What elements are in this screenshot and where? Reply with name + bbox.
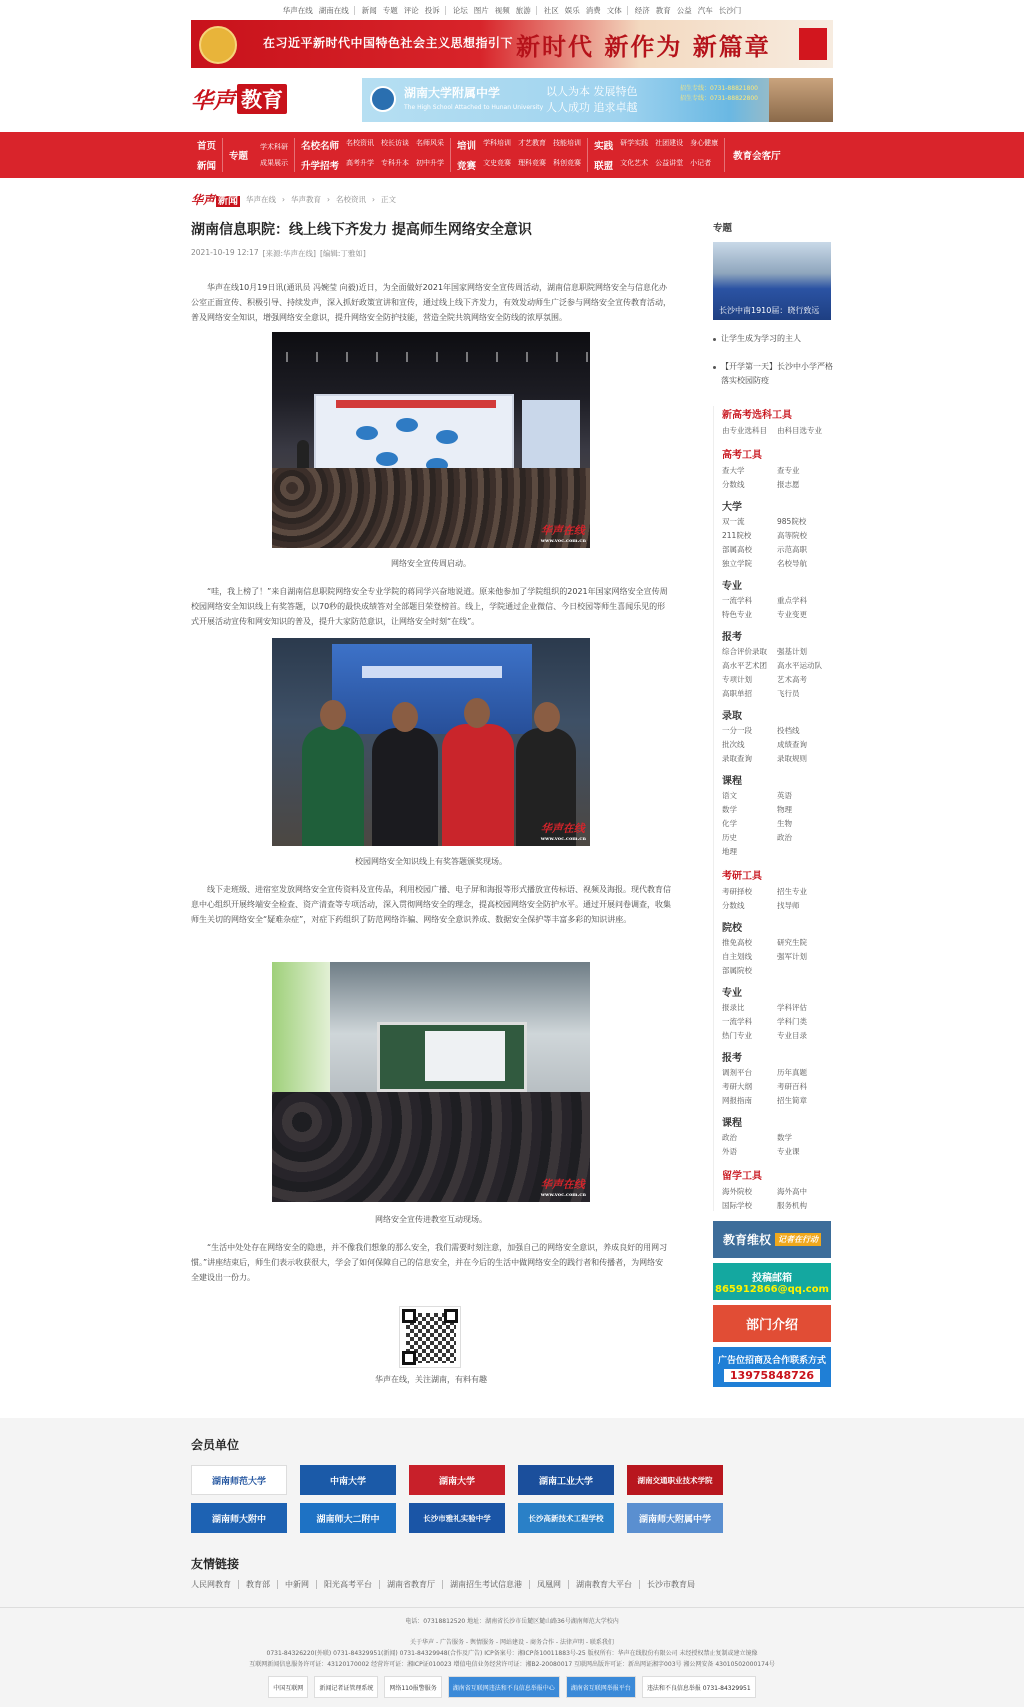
friend-links [191, 1580, 833, 1589]
tool-link[interactable]: 双一流 [722, 517, 745, 526]
top-link[interactable]: 汽车 [697, 5, 713, 15]
nav-news[interactable]: 新闻 [197, 161, 217, 172]
nav-school[interactable]: 名校名师 [301, 141, 340, 152]
nav-sub-item[interactable]: 校长访谈 [381, 139, 410, 147]
ad-contact-text: 广告位招商及合作联系方式 [717, 1355, 826, 1366]
tool-link[interactable]: 化学 [722, 819, 737, 828]
screen-bubble [396, 418, 418, 432]
photo-watermark [541, 1176, 586, 1198]
tool-link[interactable]: 批次线 [722, 740, 745, 749]
footer-badges [191, 1676, 833, 1698]
tool-link[interactable]: 报录比 [722, 1003, 745, 1012]
top-link[interactable]: 旅游 [515, 5, 531, 15]
breadcrumb-logo[interactable] [191, 191, 240, 208]
tool-link[interactable]: 由科目选专业 [777, 426, 822, 435]
breadcrumb-logo-huasheng: 华声 [191, 192, 216, 207]
screen-title [362, 666, 502, 678]
tool-link[interactable]: 海外院校 [722, 1187, 752, 1196]
friend-link[interactable]: 中新网 [278, 1580, 317, 1589]
school-slogan-1: 以人为本 发展特色 [546, 85, 638, 98]
tool-link[interactable]: 高水平艺术团 [722, 661, 767, 670]
screen-bubble [356, 426, 378, 440]
ceiling-lights [272, 352, 590, 362]
friend-link[interactable]: 人民网教育 [191, 1580, 239, 1589]
footer-info [191, 1616, 833, 1698]
footer-badge[interactable]: 网络110报警服务 [384, 1676, 441, 1698]
tool-link[interactable]: 国际学校 [722, 1201, 752, 1210]
projector-screen [332, 644, 532, 734]
tool-link[interactable]: 招生简章 [777, 1096, 807, 1105]
tool-link[interactable]: 服务机构 [777, 1201, 807, 1210]
top-link[interactable]: 论坛 [452, 5, 468, 15]
links-title: 友情链接 [191, 1557, 240, 1571]
tool-sub-title: 课程 [722, 1118, 742, 1129]
tool-link[interactable]: 网报指南 [722, 1096, 752, 1105]
nav-sub-item[interactable]: 专科升本 [381, 159, 410, 167]
tool-link[interactable]: 投档线 [777, 726, 800, 735]
member-logo[interactable]: 湖南师大附属中学 [627, 1503, 723, 1533]
tool-link[interactable]: 985院校 [777, 517, 807, 526]
nav-sub-item[interactable]: 研学实践 [620, 139, 649, 147]
member-logos [191, 1465, 833, 1533]
tool-link[interactable]: 综合评价录取 [722, 647, 767, 656]
tool-link[interactable]: 历史 [722, 833, 737, 842]
nav-sub-item[interactable]: 文史竞赛 [483, 159, 512, 167]
tool-link[interactable]: 强军计划 [777, 952, 807, 961]
ad-contact-banner[interactable] [713, 1347, 831, 1387]
tool-link[interactable]: 找导师 [777, 901, 800, 910]
tool-link[interactable]: 考研大纲 [722, 1082, 752, 1091]
submission-email-banner[interactable] [713, 1263, 831, 1300]
tool-cat-title: 考研工具 [722, 871, 762, 882]
footer-about-links[interactable]: 关于华声 - 广告服务 - 舆情服务 - 网站建设 - 商务合作 - 法律声明 - 联系我们 [410, 1639, 614, 1646]
friend-link[interactable]: 凤凰网 [530, 1580, 569, 1589]
photo-classroom [272, 962, 590, 1202]
watermark-text: 华声在线 [540, 822, 585, 835]
qr-code [399, 1306, 461, 1368]
footer-badge[interactable]: 新闻记者证管理系统 [314, 1676, 378, 1698]
qr-caption: 华声在线，关注湖南，有料有趣 [375, 1375, 487, 1384]
school-name-en: The High School Attached to Hunan University [404, 104, 544, 111]
tool-link[interactable]: 数学 [777, 1133, 792, 1142]
nav-sub-item[interactable]: 才艺教育 [518, 139, 547, 147]
nav-sub-item[interactable]: 高考升学 [346, 159, 375, 167]
nav-col-special-sub [254, 138, 295, 172]
tool-link[interactable]: 飞行员 [777, 689, 800, 698]
breadcrumb [191, 190, 833, 208]
side-screen [522, 400, 580, 470]
footer-license: 互联网新闻信息服务许可证：43120170002 经营许可证：湘ICP证010023 增值电信业务经营许可证：湘B2-20080017 互联网出版许可证：新出网证湘字003号 湘公网安备 43010502000174号 [249, 1661, 775, 1668]
logo-jiaoyu: 教育 [237, 84, 287, 114]
nav-col-practice [588, 138, 725, 172]
breadcrumb-item[interactable]: 华声教育 [291, 194, 322, 204]
member-logo[interactable]: 湖南师范大学 [191, 1465, 287, 1495]
article-paragraph-2: “哇，我上榜了！”来自湖南信息职院网络安全专业学院的蒋同学兴奋地说道。原来他参加了学院组织的2021年国家网络安全宣传周校园网络安全知识线上有奖答题，以70秒的最快成绩答对全部题目荣登榜首。线上，学院通过企业微信、今日校园等师生喜闻乐见的形式开展活动宣传和网安知识的普及，提升大家防范意识，让网络安全时刻“在线”。 [191, 587, 668, 626]
tool-link[interactable]: 数学 [722, 805, 737, 814]
top-links-group-2 [357, 6, 446, 15]
department-intro-banner[interactable] [713, 1305, 831, 1342]
nav-sub-item[interactable]: 小记者 [690, 159, 712, 167]
tool-cat-title: 新高考选科工具 [722, 410, 792, 421]
member-logo[interactable]: 湖南工业大学 [518, 1465, 614, 1495]
ad-contact-phone: 13975848726 [724, 1369, 820, 1382]
member-logo[interactable]: 湖南师大附中 [191, 1503, 287, 1533]
school-hotline [680, 84, 758, 104]
nav-sub-item[interactable]: 名校资讯 [346, 139, 375, 147]
projection [425, 1031, 505, 1081]
article [191, 220, 671, 322]
footer-badge[interactable]: 湖南省互联网举报平台 [566, 1676, 636, 1698]
banner-left-text: 在习近平新时代中国特色社会主义思想指引下 [263, 36, 514, 50]
friend-link[interactable]: 湖南省教育厅 [380, 1580, 443, 1589]
student-figure [442, 724, 514, 846]
nav-sub-item[interactable]: 初中升学 [416, 159, 445, 167]
nav-col-train [451, 138, 588, 172]
tool-link[interactable]: 查专业 [777, 466, 800, 475]
special-image[interactable] [713, 242, 831, 320]
student-head [392, 702, 418, 732]
blackboard [377, 1022, 527, 1092]
breadcrumb-item[interactable]: 名校资讯 [336, 194, 367, 204]
tool-sub-title: 院校 [722, 923, 742, 934]
top-link[interactable]: 专题 [382, 5, 398, 15]
student-head [320, 700, 346, 730]
top-links [191, 0, 833, 20]
logo-huasheng: 华声 [191, 87, 236, 114]
top-link[interactable]: 娱乐 [564, 5, 580, 15]
tool-link[interactable]: 一流学科 [722, 1017, 752, 1026]
reporter-tag: 记者在行动 [775, 1233, 821, 1246]
tool-link[interactable]: 分数线 [722, 480, 745, 489]
sidebar [713, 220, 833, 1387]
top-link[interactable]: 评论 [403, 5, 419, 15]
top-link[interactable]: 湖南在线 [318, 5, 349, 15]
tool-link[interactable]: 考研择校 [722, 887, 752, 896]
special-image-caption: 长沙中南1910届：晓行致远 [719, 306, 820, 315]
footer [0, 1418, 1024, 1707]
member-logo[interactable]: 长沙高新技术工程学校 [518, 1503, 614, 1533]
breadcrumb-item[interactable]: 华声在线 [246, 194, 277, 204]
school-banner-ad[interactable] [362, 78, 833, 122]
tool-sub-title: 录取 [722, 711, 742, 722]
tool-link[interactable]: 考研百科 [777, 1082, 807, 1091]
nav-train[interactable]: 培训 [457, 141, 477, 152]
member-logo[interactable]: 湖南师大二附中 [300, 1503, 396, 1533]
nav-sub-item[interactable]: 成果展示 [260, 159, 289, 167]
tool-link[interactable]: 录取查询 [722, 754, 752, 763]
tool-link[interactable]: 部属院校 [722, 966, 752, 975]
tool-sub-title: 大学 [722, 502, 742, 513]
tool-link[interactable]: 研究生院 [777, 938, 807, 947]
submission-email: 865912866@qq.com [715, 1283, 829, 1295]
tool-link[interactable]: 报志愿 [777, 480, 800, 489]
breadcrumb-sep-icon: › [327, 194, 331, 204]
breadcrumb-logo-news: 新闻 [218, 195, 239, 207]
top-link[interactable]: 文体 [606, 5, 622, 15]
tool-link[interactable]: 查大学 [722, 466, 745, 475]
photo-caption-1: 网络安全宣传周启动。 [391, 559, 471, 568]
nav-sub-item[interactable]: 理科竞赛 [518, 159, 547, 167]
student-figure [302, 726, 364, 846]
member-logo[interactable]: 湖南交通职业技术学院 [627, 1465, 723, 1495]
member-logo[interactable]: 湖南大学 [409, 1465, 505, 1495]
main-content [191, 220, 833, 1420]
nav-sub-item[interactable]: 技能培训 [553, 139, 582, 147]
nav-practice[interactable]: 实践 [594, 141, 614, 152]
student-head [534, 702, 560, 732]
banner-right-text: 新时代 新作为 新篇章 [516, 32, 771, 61]
tool-sub-title: 报考 [722, 1053, 742, 1064]
top-banner-ad[interactable] [191, 20, 833, 68]
tool-link[interactable]: 专业课 [777, 1147, 800, 1156]
top-links-group-5 [630, 6, 747, 15]
breadcrumb-sep-icon: › [372, 194, 376, 204]
special-item[interactable]: 【开学第一天】长沙中小学严格落实校园防疫 [713, 360, 833, 388]
school-name: 湖南大学附属中学 [404, 86, 501, 100]
logo-row [191, 68, 833, 132]
article-editor: [编辑:丁雅如] [319, 249, 366, 258]
tool-link[interactable]: 录取规则 [777, 754, 807, 763]
tool-link[interactable]: 语文 [722, 791, 737, 800]
tool-link[interactable]: 专项计划 [722, 675, 752, 684]
qr-corner [402, 1309, 416, 1323]
nav-sub-item[interactable]: 科创竞赛 [553, 159, 582, 167]
special-item[interactable]: 让学生成为学习的主人 [713, 332, 833, 346]
tool-link[interactable]: 英语 [777, 791, 792, 800]
watermark-url: www.voc.com.cn [540, 538, 586, 544]
top-link[interactable]: 视频 [494, 5, 510, 15]
photo-watermark [541, 522, 586, 544]
tool-link[interactable]: 专业目录 [777, 1031, 807, 1040]
main-nav [0, 132, 1024, 178]
watermark-text: 华声在线 [540, 524, 585, 537]
article-date: 2021-10-19 12:17 [191, 248, 259, 257]
photo-launch [272, 332, 590, 548]
footer-divider [0, 1607, 1024, 1608]
photo-watermark [541, 820, 586, 842]
qr-corner [402, 1351, 416, 1365]
footer-badge[interactable]: 违法和不良信息举报 0731-84329951 [642, 1676, 756, 1698]
tool-link[interactable]: 211院校 [722, 531, 752, 540]
nav-home[interactable]: 首页 [197, 141, 217, 152]
nav-sub-item[interactable]: 公益讲堂 [655, 159, 684, 167]
friend-link[interactable]: 教育部 [239, 1580, 278, 1589]
sidebar-special-title: 专题 [713, 223, 733, 234]
nav-col-school [295, 138, 451, 172]
tool-link[interactable]: 政治 [777, 833, 792, 842]
article-paragraph-3: 线下走班级、进宿室发放网络安全宣传资料及宣传品，利用校园广播、电子屏和海报等形式播放宣传标语、视频及海报。现代教育信息中心组织开展终端安全检查、资产清查等专项活动，深入贯彻网络安全的理念，提高校园网络安全防护水平。通过开展问卷调查，收集师生关切的网络安全“疑难杂症”，对症下药组织了防范网络诈骗、网络安全意识养成、数据安全保护等丰富多彩的知识讲座。 [191, 885, 671, 924]
rights-protection-text: 教育维权 [722, 1233, 771, 1247]
tool-link[interactable]: 重点学科 [777, 596, 807, 605]
tool-link[interactable]: 强基计划 [777, 647, 807, 656]
footer-badge[interactable]: 湖南省互联网违法和不良信息举报中心 [448, 1676, 560, 1698]
top-link[interactable]: 图片 [473, 5, 489, 15]
tool-link[interactable]: 学科评估 [777, 1003, 807, 1012]
friend-link[interactable]: 湖南教育大平台 [569, 1580, 640, 1589]
tool-link[interactable]: 高职单招 [722, 689, 752, 698]
tool-link[interactable]: 政治 [722, 1133, 737, 1142]
tool-link[interactable]: 示范高职 [777, 545, 807, 554]
top-link[interactable]: 投诉 [424, 5, 440, 15]
tool-link[interactable]: 部属高校 [722, 545, 752, 554]
qr-corner [444, 1309, 458, 1323]
watermark-text: 华声在线 [540, 1178, 585, 1191]
tool-sub-title: 报考 [722, 632, 742, 643]
top-link[interactable]: 长沙门 [718, 5, 742, 15]
member-logo[interactable]: 中南大学 [300, 1465, 396, 1495]
tool-link[interactable]: 一分一段 [722, 726, 752, 735]
rights-protection-banner[interactable] [713, 1221, 831, 1258]
top-links-group-1 [278, 6, 355, 15]
tool-link[interactable]: 自主划线 [722, 952, 752, 961]
breadcrumb-sep-icon: › [282, 194, 286, 204]
tool-link[interactable]: 历年真题 [777, 1068, 807, 1077]
tool-link[interactable]: 热门专业 [722, 1031, 752, 1040]
tool-link[interactable]: 高等院校 [777, 531, 807, 540]
nav-special[interactable]: 专题 [229, 151, 249, 162]
school-slogan-2: 人人成功 追求卓越 [546, 101, 638, 114]
tool-link[interactable]: 生物 [777, 819, 792, 828]
top-links-group-3 [448, 6, 537, 15]
department-intro-text: 部门介绍 [745, 1318, 798, 1333]
watermark-url: www.voc.com.cn [540, 836, 586, 842]
watermark-url: www.voc.com.cn [540, 1192, 586, 1198]
photo-caption-2: 校园网络安全知识线上有奖答题颁奖现场。 [355, 857, 507, 866]
school-hotline-2: 招生专线：0731-88822800 [680, 95, 758, 102]
nav-sub-item[interactable]: 社团建设 [655, 139, 684, 147]
tool-link[interactable]: 特色专业 [722, 610, 752, 619]
speaker-figure [297, 440, 309, 470]
friend-link[interactable]: 长沙市教育局 [647, 1580, 695, 1589]
tool-cat-title: 高考工具 [722, 450, 762, 461]
tool-link[interactable]: 地理 [722, 847, 737, 856]
footer-contact: 电话：07318812520 地址：湖南省长沙市岳麓区麓山路36号湖南师范大学校内 [405, 1618, 619, 1625]
tool-link[interactable]: 独立学院 [722, 559, 752, 568]
tool-sub-title: 专业 [722, 988, 742, 999]
student-figure [372, 728, 438, 846]
school-slogan [546, 84, 638, 116]
friend-link[interactable]: 湖南招生考试信息港 [443, 1580, 530, 1589]
nav-sub-item[interactable]: 学术科研 [260, 143, 289, 151]
tools-panel [713, 406, 833, 1211]
tool-link[interactable]: 推免高校 [722, 938, 752, 947]
nav-col-home [191, 138, 223, 172]
friend-link[interactable]: 阳光高考平台 [317, 1580, 380, 1589]
article-paragraph-1: 华声在线10月19日讯(通讯员 冯婉莹 向毅)近日，为全面做好2021年国家网络安全宣传周活动，湖南信息职院网络安全与信息化办公室正面宣传、积极引导、持续发声，深入抓好政策宣讲和宣传，通过线上线下齐发力，有效发动师生广泛参与网络安全宣传教育活动，普及网络安全知识，增强网络安全意识，提升网络安全防护技能，营造全院共筑网络安全防线的浓厚氛围。 [191, 283, 671, 322]
tool-sub-title: 专业 [722, 581, 742, 592]
tool-link[interactable]: 专业变更 [777, 610, 807, 619]
article-paragraph-4: “生活中处处存在网络安全的隐患，并不像我们想象的那么安全，我们需要时刻注意，加强自己的网络安全意识，养成良好的用网习惯。”讲座结束后，师生们表示收获很大，学会了如何保障自己的信息安全，并在今后的生活中做网络安全的践行者和传播者，为网络安全建设出一份力。 [191, 1243, 668, 1282]
screen-title-bar [336, 400, 496, 408]
top-link[interactable]: 新闻 [361, 5, 377, 15]
site-logo[interactable] [191, 82, 311, 116]
tool-link[interactable]: 外语 [722, 1147, 737, 1156]
nav-sub-item[interactable]: 名师风采 [416, 139, 445, 147]
screen-bubble [376, 452, 398, 466]
submission-email-label: 投稿邮箱 [752, 1272, 792, 1284]
tool-link[interactable]: 由专业选科目 [722, 426, 767, 435]
tool-link[interactable]: 成绩查询 [777, 740, 807, 749]
top-links-group-4 [539, 6, 628, 15]
article-title: 湖南信息职院：线上线下齐发力 提高师生网络安全意识 [191, 222, 532, 238]
school-hotline-1: 招生专线：0731-88821800 [680, 85, 758, 92]
tool-cat-title: 留学工具 [722, 1171, 762, 1182]
top-link[interactable]: 公益 [676, 5, 692, 15]
top-link[interactable]: 消费 [585, 5, 601, 15]
top-link[interactable]: 华声在线 [282, 5, 313, 15]
tool-sub-title: 课程 [722, 776, 742, 787]
tool-link[interactable]: 海外高中 [777, 1187, 807, 1196]
school-seal-icon [370, 86, 396, 112]
tool-link[interactable]: 艺术高考 [777, 675, 807, 684]
tool-link[interactable]: 高水平运动队 [777, 661, 822, 670]
article-source: [来源:华声在线] [262, 249, 316, 258]
nav-sub-item[interactable]: 身心健康 [690, 139, 719, 147]
tool-link[interactable]: 物理 [777, 805, 792, 814]
tool-link[interactable]: 调剂平台 [722, 1068, 752, 1077]
party-flag-icon [799, 28, 827, 60]
screen-bubble [436, 430, 458, 444]
nav-union[interactable]: 联盟 [594, 161, 614, 172]
nav-sub-item[interactable]: 文化艺术 [620, 159, 649, 167]
member-title: 会员单位 [191, 1438, 240, 1452]
top-link[interactable]: 教育 [655, 5, 671, 15]
nav-hall[interactable]: 教育会客厅 [733, 151, 781, 162]
tool-link[interactable]: 名校导航 [777, 559, 807, 568]
member-logo[interactable]: 长沙市雅礼实验中学 [409, 1503, 505, 1533]
nav-compete[interactable]: 竞赛 [457, 161, 477, 172]
article-meta [191, 248, 671, 259]
top-link[interactable]: 社区 [543, 5, 559, 15]
tool-link[interactable]: 分数线 [722, 901, 745, 910]
school-building-image [769, 78, 833, 122]
tool-link[interactable]: 学科门类 [777, 1017, 807, 1026]
national-emblem-icon [199, 26, 237, 64]
footer-icp: 0731-84326220(外联) 0731-84329951(新闻) 0731-84329948(合作及广告) ICP备案号：湘ICP备10011883号-25 版权所有：华声在线股份有限公司 未经授权禁止复制或建立镜像 [266, 1650, 758, 1657]
breadcrumb-current: 正文 [381, 194, 397, 204]
photo-caption-3: 网络安全宣传进教室互动现场。 [375, 1215, 487, 1224]
footer-badge[interactable]: 中国互联网 [268, 1676, 308, 1698]
student-head [464, 698, 490, 728]
nav-admission[interactable]: 升学招考 [301, 161, 340, 172]
top-link[interactable]: 经济 [634, 5, 650, 15]
photo-award [272, 638, 590, 846]
tool-link[interactable]: 招生专业 [777, 887, 807, 896]
nav-sub-item[interactable]: 学科培训 [483, 139, 512, 147]
tool-link[interactable]: 一流学科 [722, 596, 752, 605]
